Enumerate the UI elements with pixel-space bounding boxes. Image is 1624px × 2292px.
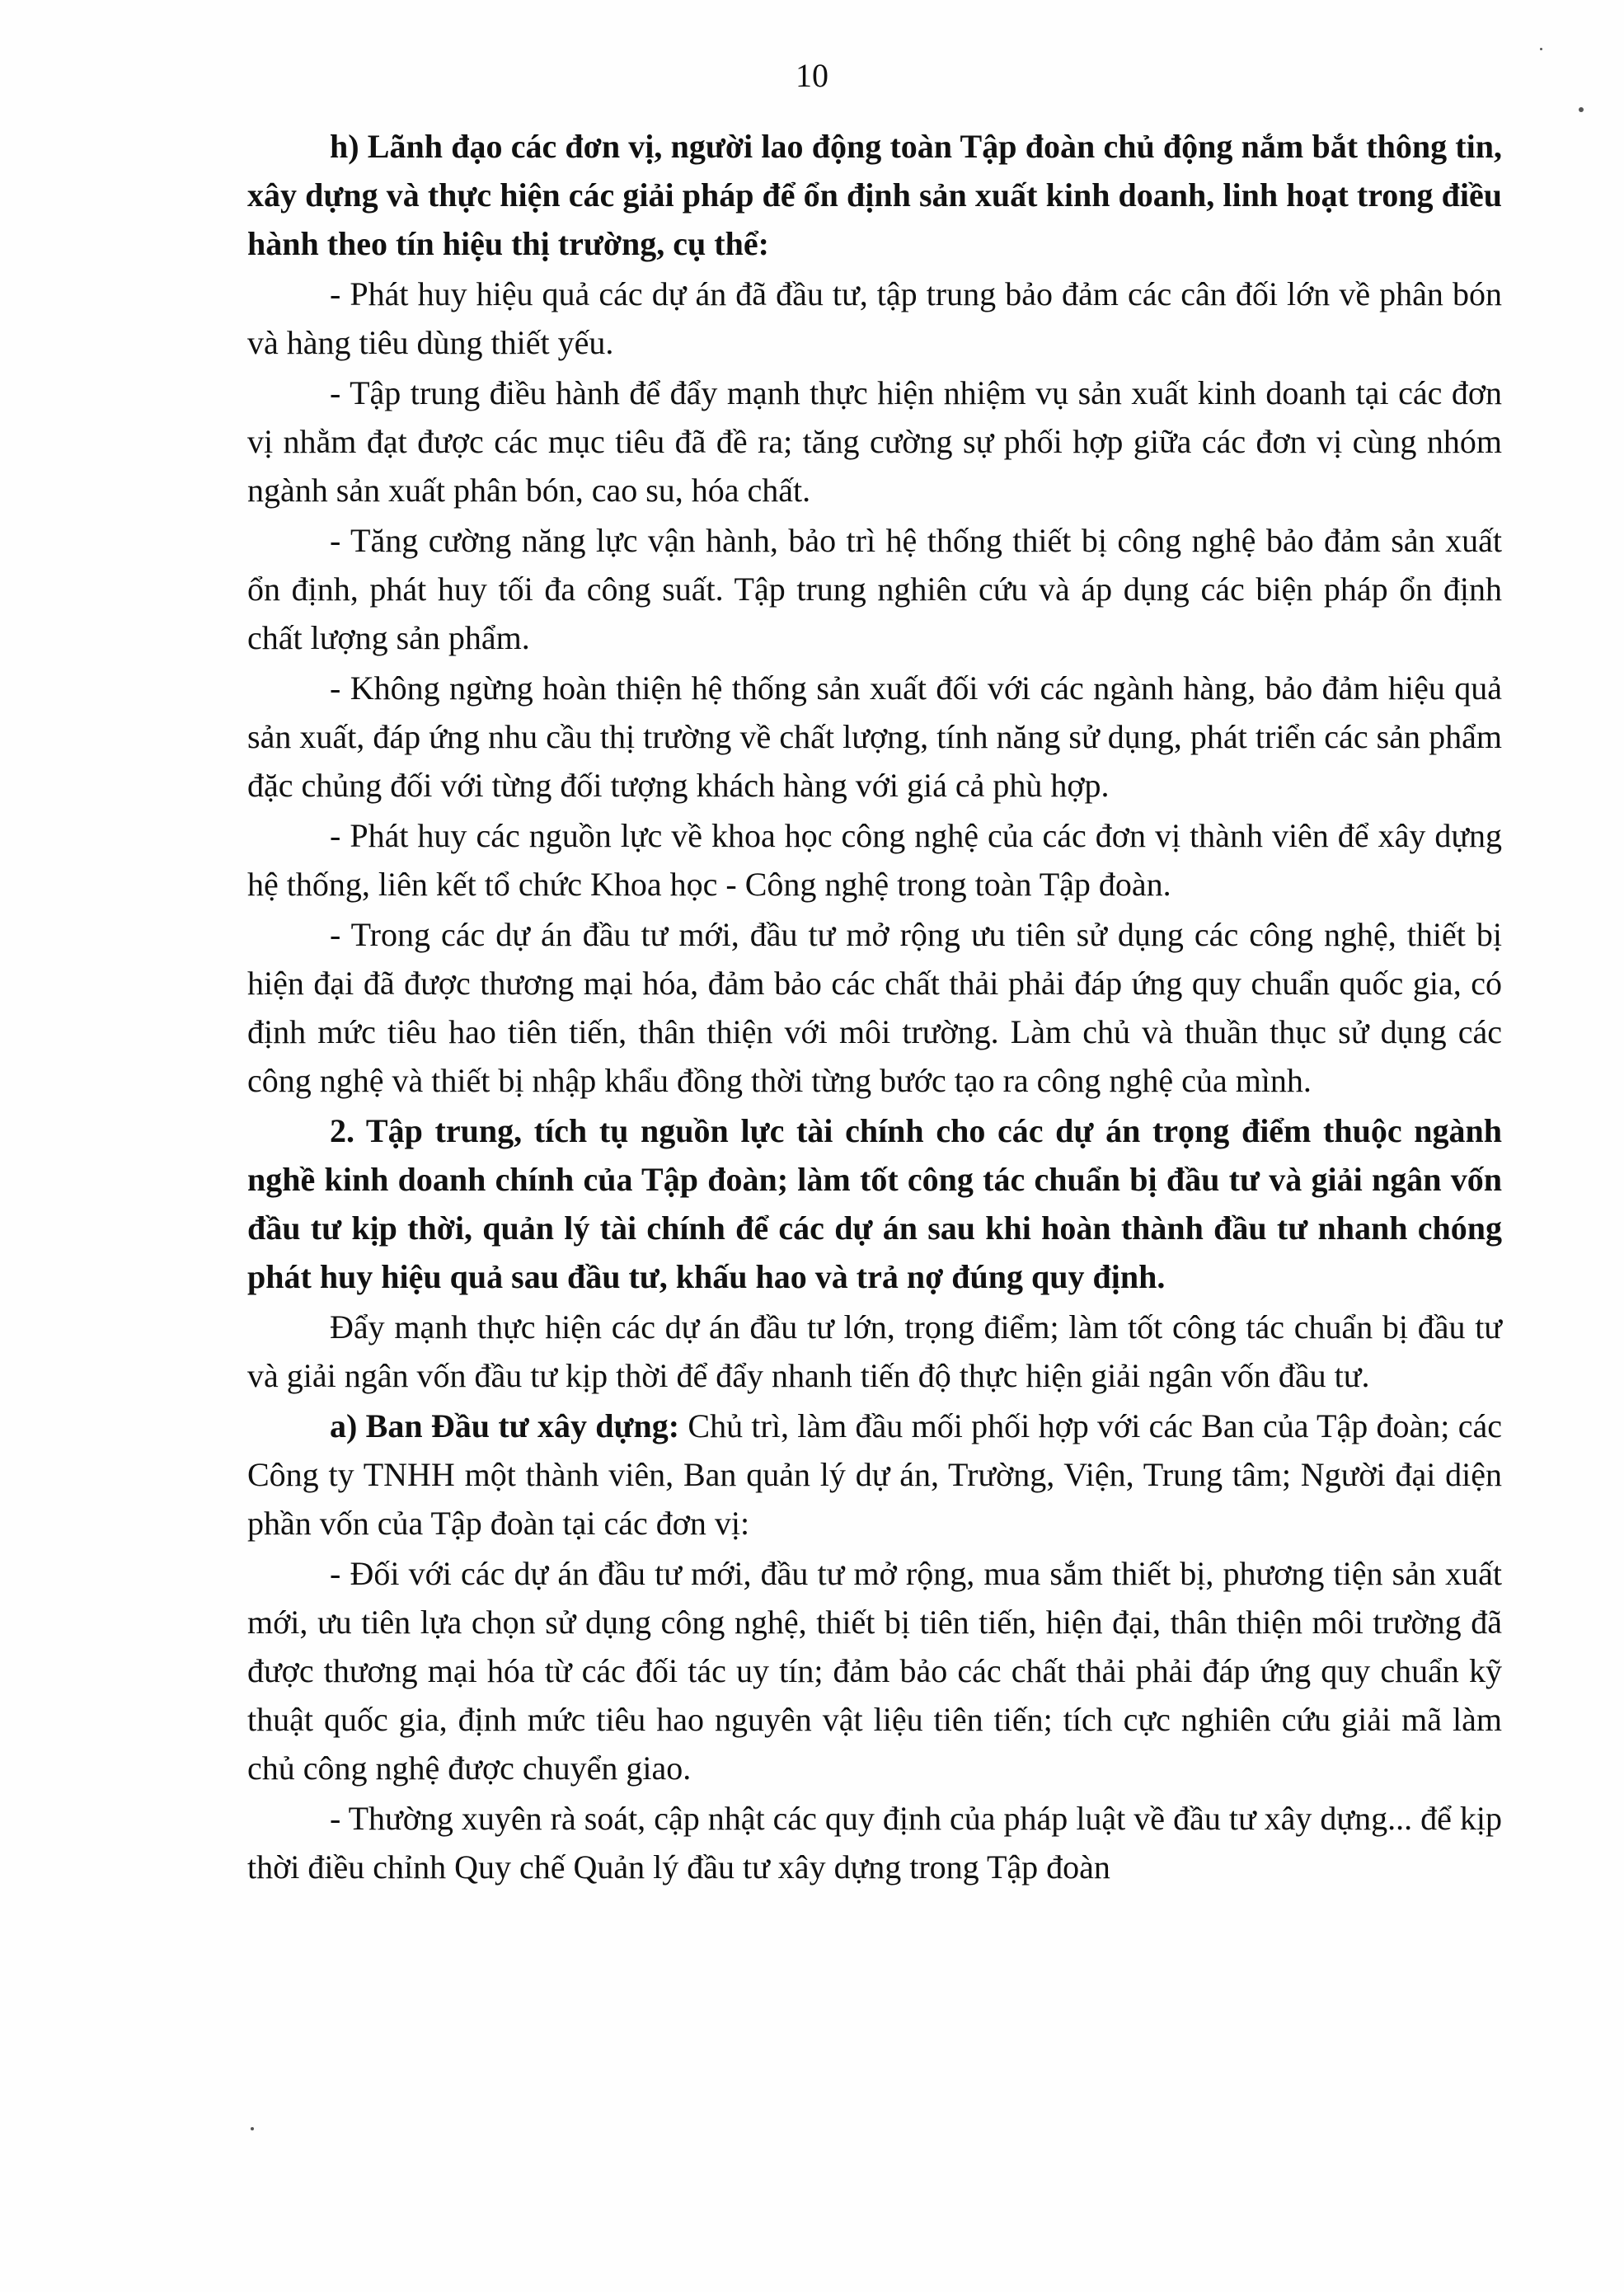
heading-section-2: 2. Tập trung, tích tụ nguồn lực tài chính cho các dự án trọng điểm thuộc ngành nghề kinh doanh chính của Tập đoàn; làm tốt công tác chuẩn bị đầu tư và giải ngân vốn đầu tư kịp thời, quản lý tài chính để các dự án sau khi hoàn thành đầu tư nhanh chóng phát huy hiệu quả sau đầu tư, khấu hao và trả nợ đúng quy định.	[247, 1112, 1502, 1295]
paragraph-text: Chủ trì, làm đầu mối phối hợp với các Ban của Tập đoàn; các Công ty TNHH một thành viên, Ban quản lý dự án, Trường, Viện, Trung tâm; Người đại diện phần vốn của Tập đoàn tại các đơn vị:	[247, 1407, 1502, 1542]
bullet-paragraph: - Trong các dự án đầu tư mới, đầu tư mở rộng ưu tiên sử dụng các công nghệ, thiết bị hiện đại đã được thương mại hóa, đảm bảo các chất thải phải đáp ứng quy chuẩn quốc gia, có định mức tiêu hao tiên tiến, thân thiện với môi trường. Làm chủ và thuần thục sử dụng các công nghệ và thiết bị nhập khẩu đồng thời từng bước tạo ra công nghệ của mình.	[247, 916, 1502, 1099]
scan-speck	[1579, 107, 1584, 112]
bullet-paragraph: - Không ngừng hoàn thiện hệ thống sản xuất đối với các ngành hàng, bảo đảm hiệu quả sản xuất, đáp ứng nhu cầu thị trường về chất lượng, tính năng sử dụng, phát triển các sản phẩm đặc chủng đối với từng đối tượng khách hàng với giá cả phù hợp.	[247, 669, 1502, 804]
scan-speck	[1540, 48, 1542, 50]
page-number: 10	[796, 57, 828, 94]
heading-h: h) Lãnh đạo các đơn vị, người lao động toàn Tập đoàn chủ động nắm bắt thông tin, xây dựng và thực hiện các giải pháp để ổn định sản xuất kinh doanh, linh hoạt trong điều hành theo tín hiệu thị trường, cụ thể:	[247, 128, 1502, 262]
bullet-paragraph: - Phát huy hiệu quả các dự án đã đầu tư, tập trung bảo đảm các cân đối lớn về phân bón và hàng tiêu dùng thiết yếu.	[247, 275, 1502, 361]
body-paragraph: Đẩy mạnh thực hiện các dự án đầu tư lớn, trọng điểm; làm tốt công tác chuẩn bị đầu tư và giải ngân vốn đầu tư kịp thời để đẩy nhanh tiến độ thực hiện giải ngân vốn đầu tư.	[247, 1308, 1502, 1394]
bullet-paragraph: - Tăng cường năng lực vận hành, bảo trì hệ thống thiết bị công nghệ bảo đảm sản xuất ổn định, phát huy tối đa công suất. Tập trung nghiên cứu và áp dụng các biện pháp ổn định chất lượng sản phẩm.	[247, 522, 1502, 656]
bullet-paragraph: - Đối với các dự án đầu tư mới, đầu tư mở rộng, mua sắm thiết bị, phương tiện sản xuất mới, ưu tiên lựa chọn sử dụng công nghệ, thiết bị tiên tiến, hiện đại, thân thiện môi trường đã được thương mại hóa từ các đối tác uy tín; đảm bảo các chất thải phải đáp ứng quy chuẩn kỹ thuật quốc gia, định mức tiêu hao nguyên vật liệu tiên tiến; tích cực nghiên cứu giải mã làm chủ công nghệ được chuyển giao.	[247, 1555, 1502, 1787]
scan-speck	[251, 2127, 254, 2130]
bullet-paragraph: - Tập trung điều hành để đẩy mạnh thực hiện nhiệm vụ sản xuất kinh doanh tại các đơn vị nhằm đạt được các mục tiêu đã đề ra; tăng cường sự phối hợp giữa các đơn vị cùng nhóm ngành sản xuất phân bón, cao su, hóa chất.	[247, 374, 1502, 509]
bullet-paragraph: - Thường xuyên rà soát, cập nhật các quy định của pháp luật về đầu tư xây dựng... để kịp thời điều chỉnh Quy chế Quản lý đầu tư xây dựng trong Tập đoàn	[247, 1800, 1502, 1886]
lead-paragraph	[247, 1402, 1502, 1548]
document-body	[247, 122, 1502, 1893]
paragraph-lead: a) Ban Đầu tư xây dựng:	[330, 1407, 680, 1444]
bullet-paragraph: - Phát huy các nguồn lực về khoa học công nghệ của các đơn vị thành viên để xây dựng hệ thống, liên kết tổ chức Khoa học - Công nghệ trong toàn Tập đoàn.	[247, 817, 1502, 903]
